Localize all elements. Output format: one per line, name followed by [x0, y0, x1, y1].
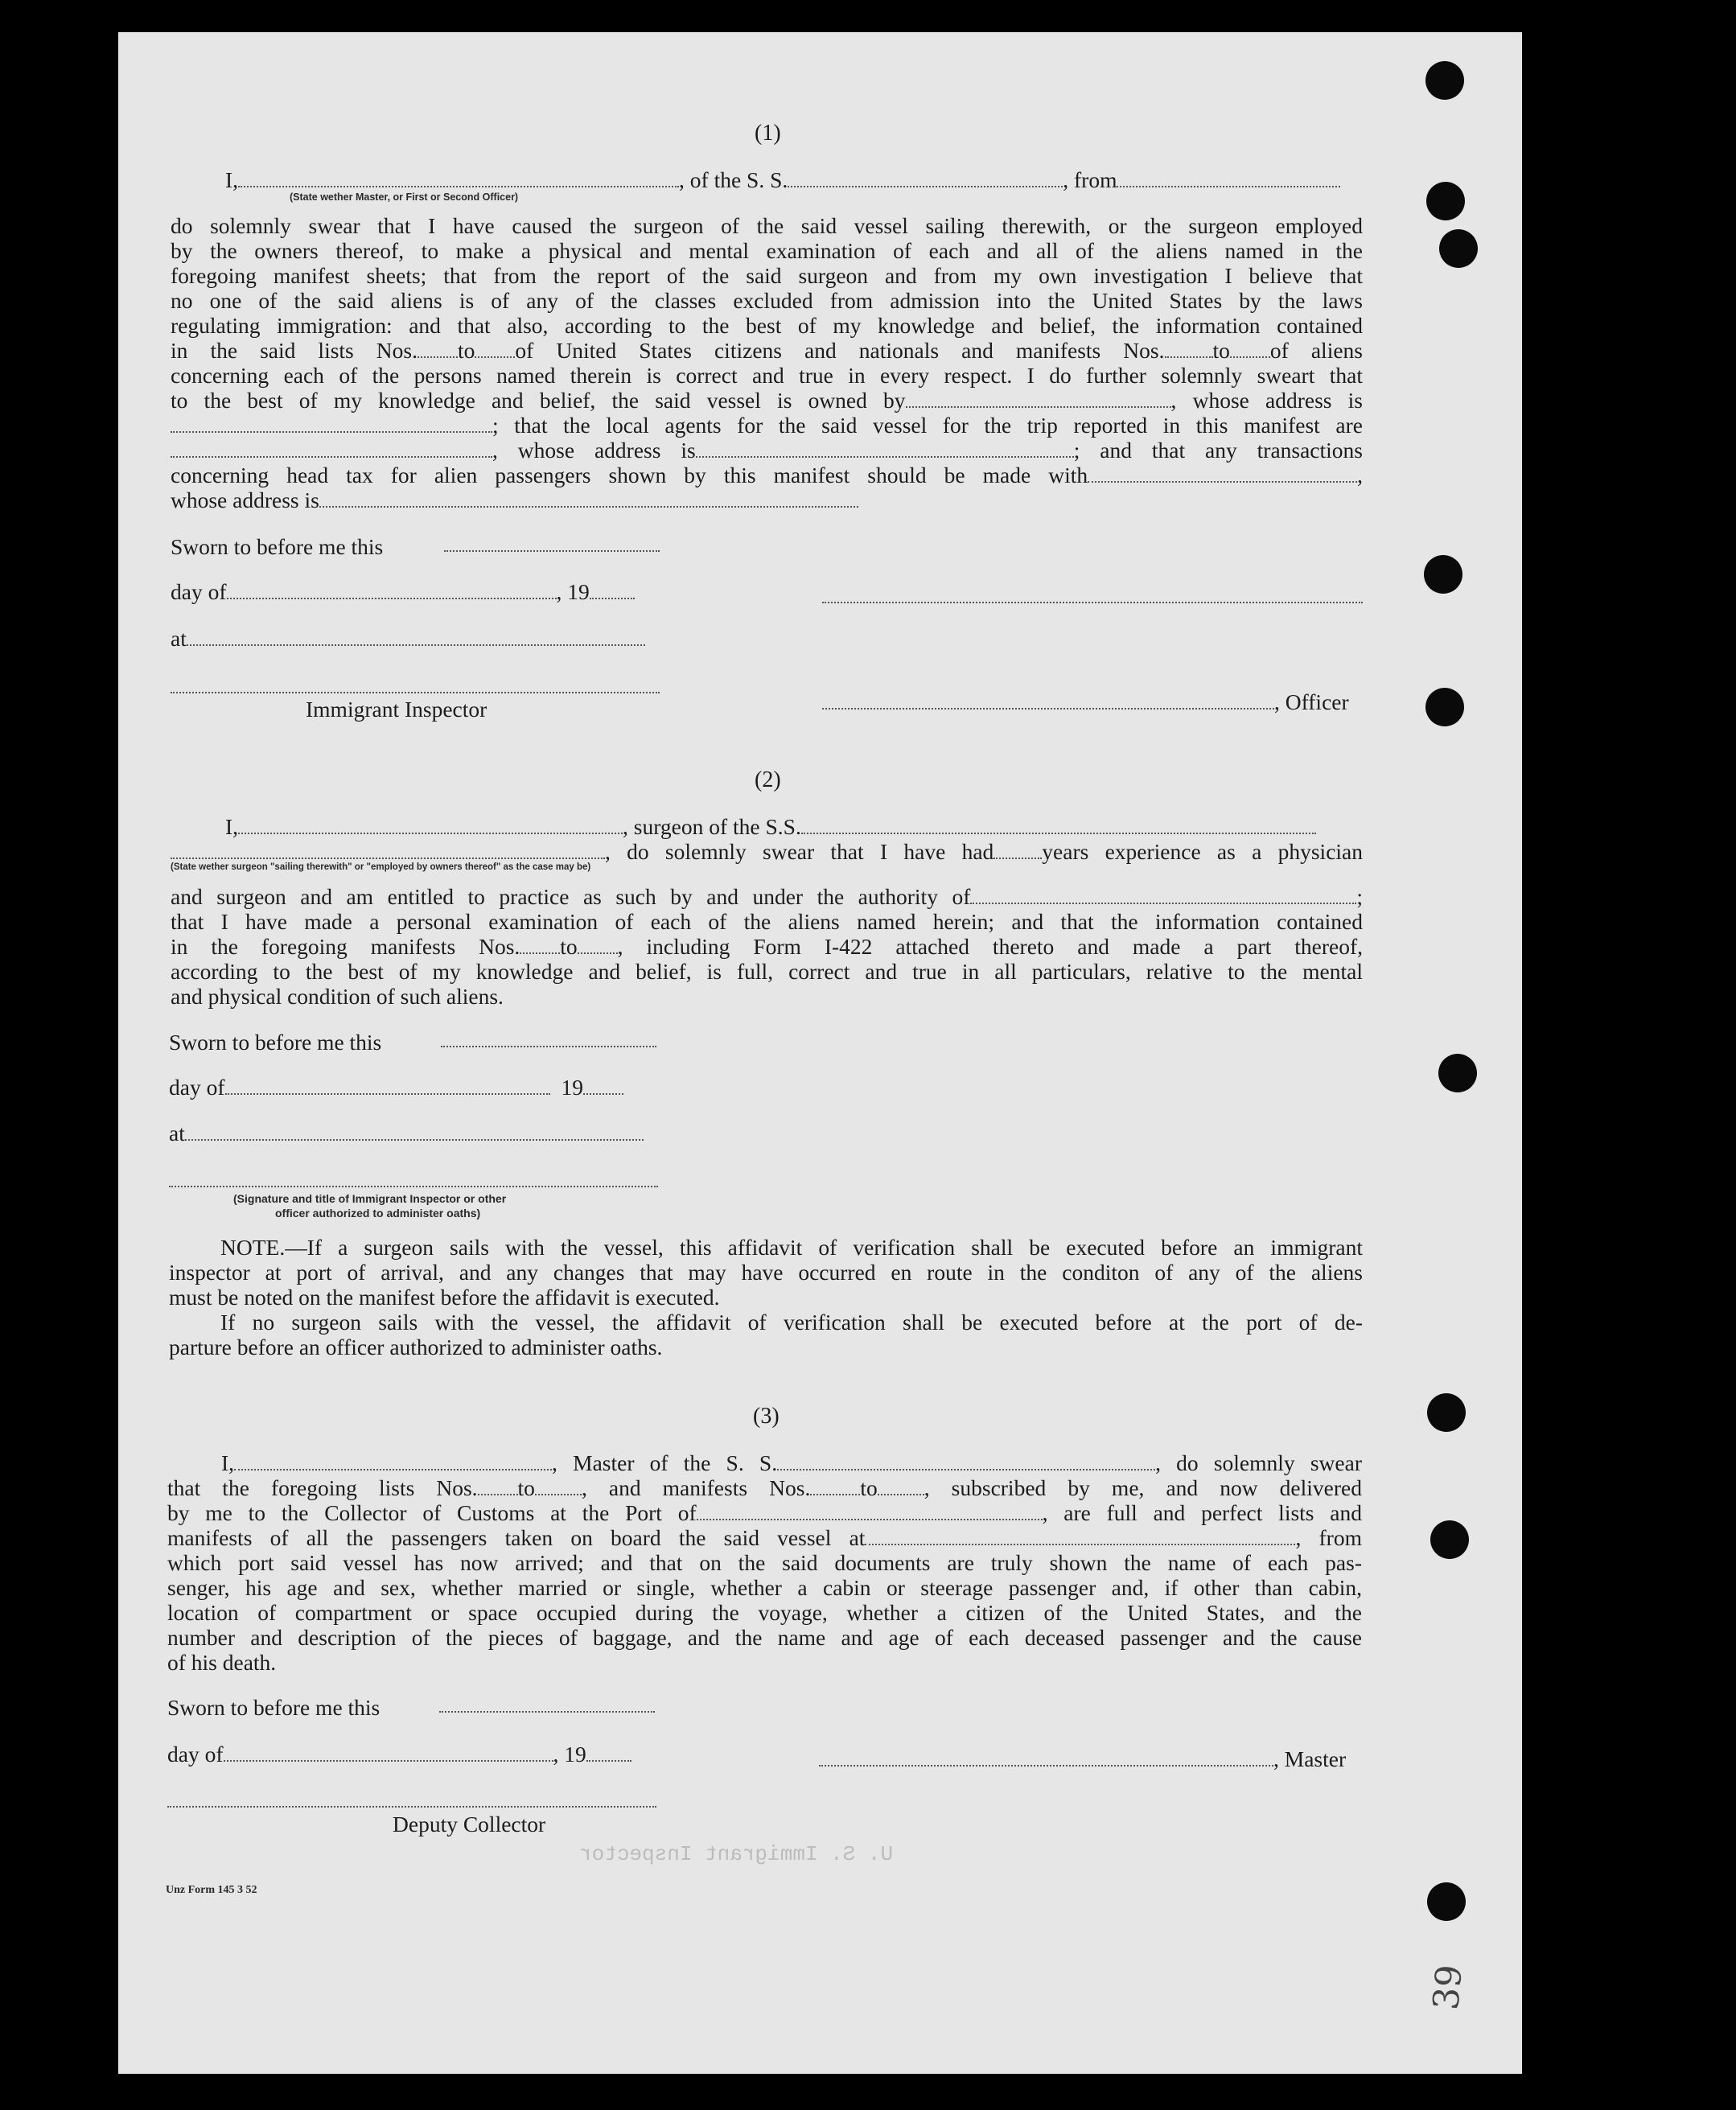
s3-line-5: senger, his age and sex, whether married or single, whether a cabin or steerage passenger and, if other than cabin, [167, 1575, 1362, 1600]
punch-hole [1439, 229, 1478, 268]
s3-line-7: number and description of the pieces of baggage, and the name and age of each deceased passenger and the cause [167, 1625, 1362, 1650]
text: of aliens [1269, 338, 1363, 363]
text: , including Form I-422 attached thereto and made a part thereof, [617, 934, 1363, 959]
text: day of [169, 1075, 225, 1100]
s2-note-4 [169, 1310, 1363, 1335]
s1-line-11 [171, 463, 1363, 487]
text: , Master [1273, 1746, 1347, 1771]
s3-line-0 [221, 1450, 1362, 1475]
text: , from [1295, 1525, 1362, 1550]
text: Sworn to before me this [171, 534, 384, 559]
s2-sig-line [169, 1186, 658, 1187]
s3-line-3 [167, 1525, 1362, 1550]
text: to [458, 338, 475, 363]
s2-sworn-line [441, 1046, 656, 1047]
text: that the foregoing lists Nos. [167, 1475, 478, 1500]
section-1-number: (1) [755, 121, 781, 146]
s3-line-2 [167, 1500, 1362, 1525]
s1-line-3: foregoing manifest sheets; that from the report of the said surgeon and from my own investigation I believe that [171, 263, 1363, 288]
text: , subscribed by me, and now delivered [924, 1475, 1362, 1500]
s1-at [171, 626, 645, 651]
s1-line-9 [171, 413, 1363, 438]
text: I, [225, 167, 239, 192]
text: , whose address is [492, 438, 696, 463]
text: ; that the local agents for the said vessel for the trip reported in this manifest are [492, 413, 1363, 438]
text: , whose address is [1170, 388, 1363, 413]
punch-hole [1426, 182, 1465, 220]
faint-stamp: U. S. Immigrant Inspector [579, 1842, 894, 1866]
s1-line-4: no one of the said aliens is of any of the classes excluded from admission into the United States by the laws [171, 288, 1363, 313]
text: ; [1356, 884, 1363, 909]
s2-dayof [169, 1075, 623, 1100]
punch-hole [1427, 1393, 1466, 1432]
s1-line-5: regulating immigration: and that also, according to the best of my knowledge and belief, the information contained [171, 313, 1363, 338]
section-2-number: (2) [755, 767, 781, 792]
s1-caption: (State wether Master, or First or Second Officer) [290, 191, 519, 203]
text: day of [171, 579, 227, 604]
text: , 19 [553, 1742, 586, 1767]
s1-line-7: concerning each of the persons named therein is correct and true in every respect. I do further solemnly sweart that [171, 363, 1363, 388]
s2-line-6: and physical condition of such aliens. [171, 984, 504, 1009]
text: Sworn to before me this [169, 1030, 382, 1055]
text: 19 [561, 1075, 583, 1100]
s3-collector-sig-line [167, 1806, 656, 1808]
text: I, [225, 814, 239, 839]
s1-line-8 [171, 388, 1363, 413]
text: to [517, 1475, 535, 1500]
form-number: Unz Form 145 3 52 [166, 1884, 257, 1896]
punch-hole [1425, 61, 1464, 100]
s1-line-1: do solemnly swear that I have caused the surgeon of the said vessel sailing therewith, or the surgeon employed [171, 213, 1363, 238]
s2-at [169, 1121, 644, 1145]
text: , and manifests Nos. [581, 1475, 811, 1500]
section-3-number: (3) [753, 1404, 780, 1429]
text: , do solemnly swear that I have had [605, 839, 994, 864]
s1-sworn [171, 534, 383, 559]
text: , [1357, 463, 1363, 487]
s3-dayof [167, 1742, 631, 1767]
s2-sworn [169, 1030, 381, 1055]
s2-sig-caption-1: (Signature and title of Immigrant Inspector or other [233, 1192, 507, 1205]
s2-note-5: parture before an officer authorized to administer oaths. [169, 1335, 663, 1359]
text: at [171, 626, 187, 651]
s3-sworn-line [439, 1711, 655, 1713]
text: I, [221, 1450, 235, 1475]
s3-line-8: of his death. [167, 1650, 277, 1675]
s1-line-10 [171, 438, 1363, 463]
text: to the best of my knowledge and belief, the said vessel is owned by [171, 388, 906, 413]
s3-line-6: location of compartment or space occupied during the voyage, whether a citizen of the United States, and the [167, 1600, 1362, 1625]
s2-line-4 [171, 934, 1363, 959]
s2-line-0 [225, 814, 1316, 839]
punch-hole [1438, 1054, 1477, 1092]
s3-sworn [167, 1695, 380, 1720]
text: in the said lists Nos. [171, 338, 418, 363]
text: by me to the Collector of Customs at the Port of [167, 1500, 697, 1525]
s2-caption: (State wether surgeon "sailing therewith" or "employed by owners thereof" as the case may be) [171, 862, 591, 872]
s2-note-1 [169, 1235, 1363, 1260]
text: to [560, 934, 578, 959]
s3-master-line [819, 1746, 1346, 1771]
text: years experience as a physician [1042, 839, 1363, 864]
text: , do solemnly swear [1155, 1450, 1362, 1475]
text: manifests of all the passengers taken on board the said vessel at [167, 1525, 866, 1550]
s1-inspector-label: Immigrant Inspector [306, 697, 487, 722]
text: Sworn to before me this [167, 1695, 381, 1720]
s2-note-2: inspector at port of arrival, and any changes that may have occurred en route in the conditon of any of the aliens [169, 1260, 1363, 1285]
text: , surgeon of the S.S. [623, 814, 801, 839]
s1-dayof [171, 579, 635, 604]
text: , Officer [1274, 689, 1349, 714]
text: whose address is [171, 487, 319, 512]
text: , from [1063, 167, 1117, 192]
text: NOTE.—If a surgeon sails with the vessel, this affidavit of verification shall be executed before an immigrant [220, 1235, 1363, 1260]
s2-line-3: that I have made a personal examination of each of the aliens named herein; and that the information contained [171, 909, 1363, 934]
s1-line-6 [171, 338, 1363, 363]
text: day of [167, 1742, 224, 1767]
s3-line-4: which port said vessel has now arrived; and that on the said documents are truly shown the name of each pas- [167, 1550, 1362, 1575]
text: , are full and perfect lists and [1042, 1500, 1362, 1525]
s3-line-1 [167, 1475, 1362, 1500]
s2-note-3: must be noted on the manifest before the affidavit is executed. [169, 1285, 720, 1310]
s1-sworn-line [444, 550, 660, 552]
text: If no surgeon sails with the vessel, the affidavit of verification shall be executed before at the port of de- [220, 1310, 1363, 1335]
s1-officer-line [822, 689, 1349, 714]
text: to [1212, 338, 1230, 363]
text: to [860, 1475, 878, 1500]
text: ; and that any transactions [1073, 438, 1363, 463]
s1-line-2: by the owners thereof, to make a physical and mental examination of each and all of the aliens named in the [171, 238, 1363, 263]
text: , of the S. S. [679, 167, 788, 192]
punch-hole [1427, 1882, 1466, 1921]
text: at [169, 1121, 185, 1145]
s1-officer-sig-line-1 [822, 602, 1363, 603]
text: in the foregoing manifests Nos. [171, 934, 520, 959]
s3-collector-label: Deputy Collector [393, 1812, 546, 1836]
s2-line-2 [171, 884, 1363, 909]
s1-inspector-sig-line [171, 692, 660, 693]
page-number-handwritten: 39 [1425, 1963, 1471, 2012]
punch-hole [1424, 555, 1462, 594]
text: , 19 [556, 579, 590, 604]
s2-line-5: according to the best of my knowledge and belief, is full, correct and true in all particulars, relative to the mental [171, 959, 1363, 984]
s1-line-0 [225, 167, 1340, 192]
s1-line-12 [171, 487, 858, 512]
s2-line-1 [171, 839, 1363, 864]
text: and surgeon and am entitled to practice as such by and under the authority of [171, 884, 971, 909]
punch-hole [1430, 1520, 1469, 1559]
text: of United States citizens and nationals and manifests Nos. [515, 338, 1165, 363]
punch-hole [1425, 688, 1464, 726]
s2-sig-caption-2: officer authorized to administer oaths) [275, 1207, 481, 1220]
text: , Master of the S. S. [552, 1450, 778, 1475]
text: concerning head tax for alien passengers shown by this manifest should be made with [171, 463, 1088, 487]
